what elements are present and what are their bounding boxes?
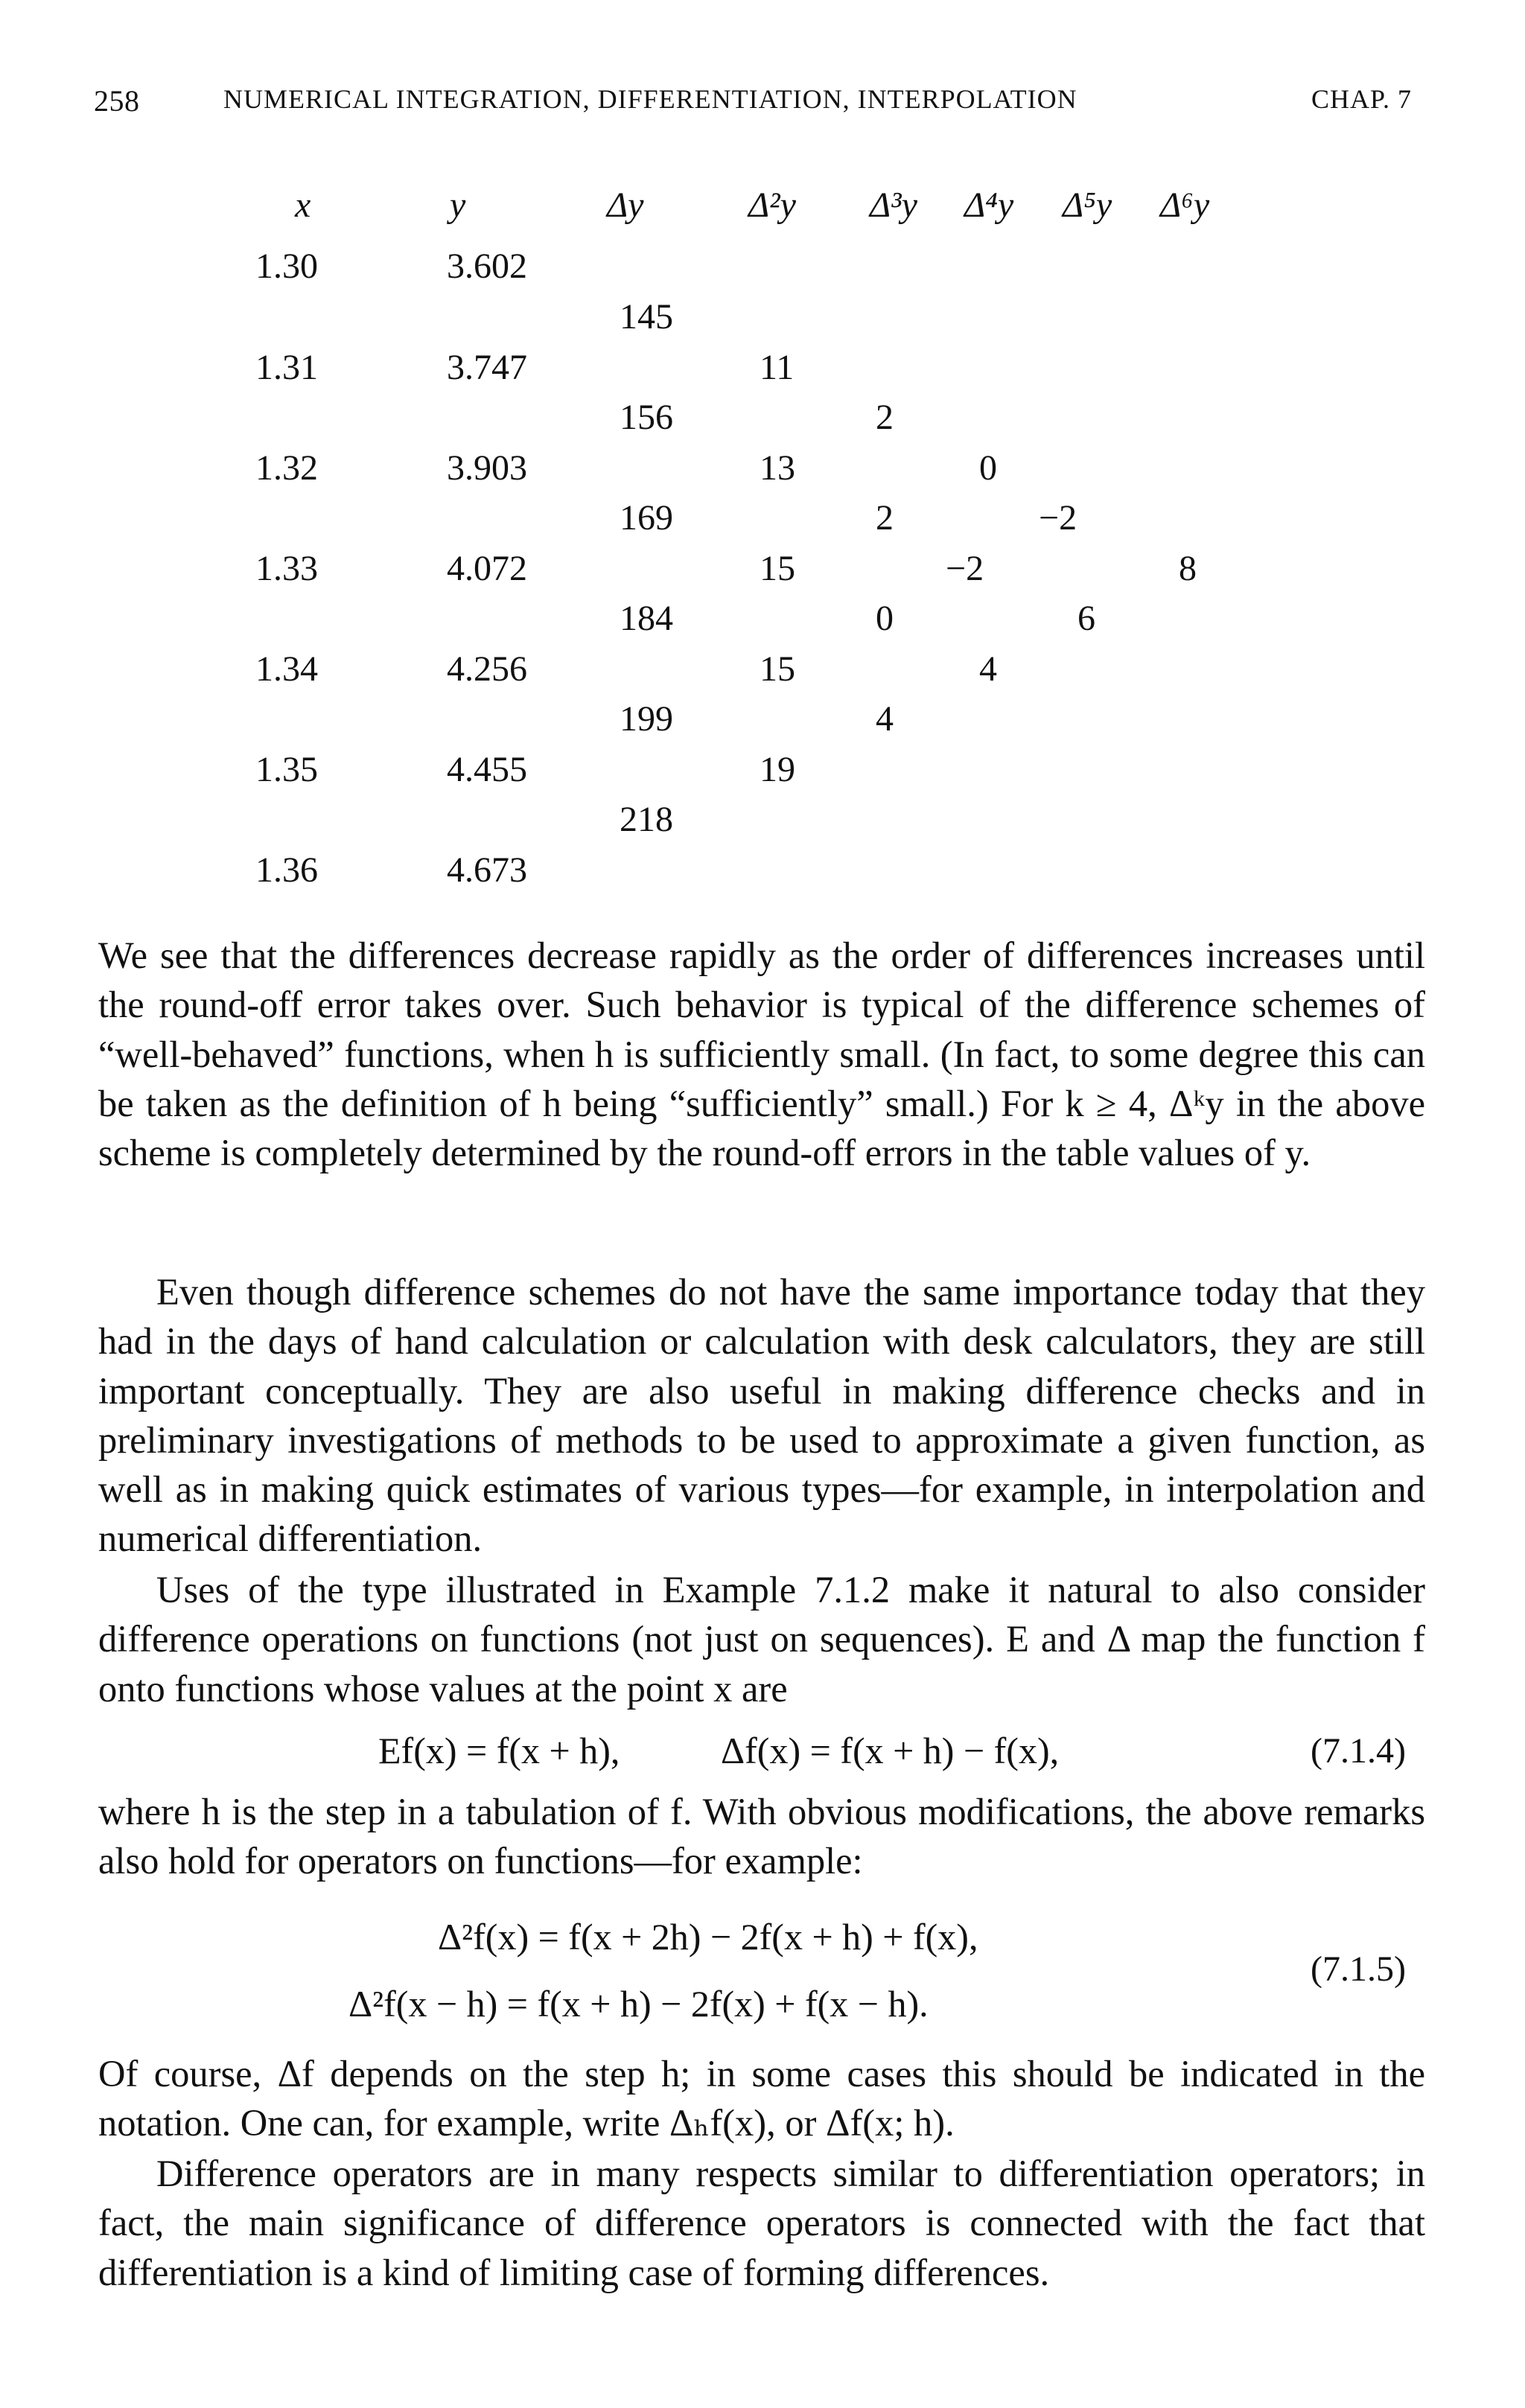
- delta5-value: −2: [1039, 498, 1077, 538]
- paragraph-4-text: where h is the step in a tabulation of f. With obvious modifications, the above remarks also hold for operators on functions—for example:: [98, 1791, 1425, 1882]
- equation-number-7-1-5: (7.1.5): [1311, 1949, 1406, 1989]
- delta1-value: 169: [620, 498, 673, 538]
- x-value: 1.32: [255, 448, 318, 488]
- difference-table: [0, 0, 1525, 894]
- delta2-value: 11: [760, 348, 795, 387]
- col-header-y: y: [450, 185, 466, 225]
- delta2-value: 13: [760, 448, 795, 488]
- paragraph-1-text: We see that the differences decrease rapidly as the order of differences increases until the round-off error takes over. Such behavior is typical of the difference schemes of “well-behaved” functions, when h is sufficiently small. (In fact, to some degree this can be taken as the definition of h being “sufficiently” small.) For k ≥ 4, Δᵏy in the above scheme is completely determined by the round-off errors in the table values of y.: [98, 934, 1425, 1174]
- col-header-delta2: Δ²y: [748, 185, 796, 225]
- delta3-value: 4: [876, 699, 894, 739]
- delta2-value: 15: [760, 549, 795, 588]
- paragraph-1: [98, 931, 1425, 1177]
- delta2-value: 19: [760, 750, 795, 789]
- equation-7-1-4-left: [378, 1729, 620, 1772]
- chapter-label: CHAP. 7: [1311, 84, 1412, 114]
- x-value: 1.34: [255, 649, 318, 689]
- y-value: 4.455: [447, 750, 527, 789]
- equation-number-7-1-4: (7.1.4): [1311, 1731, 1406, 1771]
- delta3-value: 0: [876, 599, 894, 638]
- equation-7-1-4-right: [721, 1729, 1059, 1772]
- paragraph-6-text: Difference operators are in many respects similar to differentiation operators; in fact, the main significance of difference operators is connected with the fact that differentiation is a kind of limiting case of forming differences.: [98, 2153, 1425, 2293]
- paragraph-5-text: Of course, Δf depends on the step h; in some cases this should be indicated in the notation. One can, for example, write Δₕf(x), or Δf(x; h).: [98, 2053, 1425, 2144]
- x-value: 1.30: [255, 246, 318, 286]
- x-value: 1.36: [255, 850, 318, 890]
- delta1-value: 218: [620, 800, 673, 839]
- col-header-delta6: Δ⁶y: [1160, 185, 1210, 225]
- y-value: 3.602: [447, 246, 527, 286]
- running-title: NUMERICAL INTEGRATION, DIFFERENTIATION, INTERPOLATION: [223, 84, 1077, 114]
- equation-forward-difference: Δf(x) = f(x + h) − f(x),: [721, 1730, 1060, 1771]
- y-value: 3.903: [447, 448, 527, 488]
- paragraph-5: [98, 2049, 1425, 2148]
- equation-shift: Ef(x) = f(x + h),: [378, 1730, 620, 1771]
- y-value: 4.072: [447, 549, 527, 588]
- col-header-delta4: Δ⁴y: [964, 185, 1014, 225]
- delta1-value: 145: [620, 297, 673, 337]
- delta6-value: 8: [1179, 549, 1197, 588]
- delta1-value: 156: [620, 398, 673, 437]
- x-value: 1.35: [255, 750, 318, 789]
- paragraph-4: [98, 1787, 1425, 1886]
- delta4-value: 4: [979, 649, 997, 689]
- col-header-delta3: Δ³y: [870, 185, 917, 225]
- y-value: 4.673: [447, 850, 527, 890]
- equation-7-1-5-line-1: Δ²f(x) = f(x + 2h) − 2f(x + h) + f(x),: [438, 1916, 978, 1958]
- paragraph-6: [98, 2149, 1425, 2297]
- x-value: 1.31: [255, 348, 318, 387]
- col-header-x: x: [295, 185, 311, 225]
- delta3-value: 2: [876, 498, 894, 538]
- paragraph-3: [98, 1565, 1425, 1713]
- equation-7-1-5-line-2: Δ²f(x − h) = f(x + h) − 2f(x) + f(x − h).: [348, 1983, 929, 2025]
- delta2-value: 15: [760, 649, 795, 689]
- col-header-delta1: Δy: [607, 185, 644, 225]
- delta1-value: 184: [620, 599, 673, 638]
- paragraph-2-text: Even though difference schemes do not have the same importance today that they had in the days of hand calculation or calculation with desk calculators, they are still important conceptually. They are also useful in making difference checks and in preliminary investigations of methods to be used to approximate a given function, as well as in making quick estimates of various types—for example, in interpolation and numerical differentiation.: [98, 1271, 1425, 1560]
- col-header-delta5: Δ⁵y: [1063, 185, 1112, 225]
- delta1-value: 199: [620, 699, 673, 739]
- paragraph-2: [98, 1267, 1425, 1564]
- y-value: 3.747: [447, 348, 527, 387]
- delta3-value: 2: [876, 398, 894, 437]
- x-value: 1.33: [255, 549, 318, 588]
- paragraph-3-text: Uses of the type illustrated in Example 7.1.2 make it natural to also consider difference operations on functions (not just on sequences). E and Δ map the function f onto functions whose values at the point x are: [98, 1569, 1425, 1710]
- y-value: 4.256: [447, 649, 527, 689]
- delta4-value: 0: [979, 448, 997, 488]
- page-number: 258: [94, 84, 140, 118]
- delta4-value: −2: [946, 549, 984, 588]
- delta5-value: 6: [1077, 599, 1095, 638]
